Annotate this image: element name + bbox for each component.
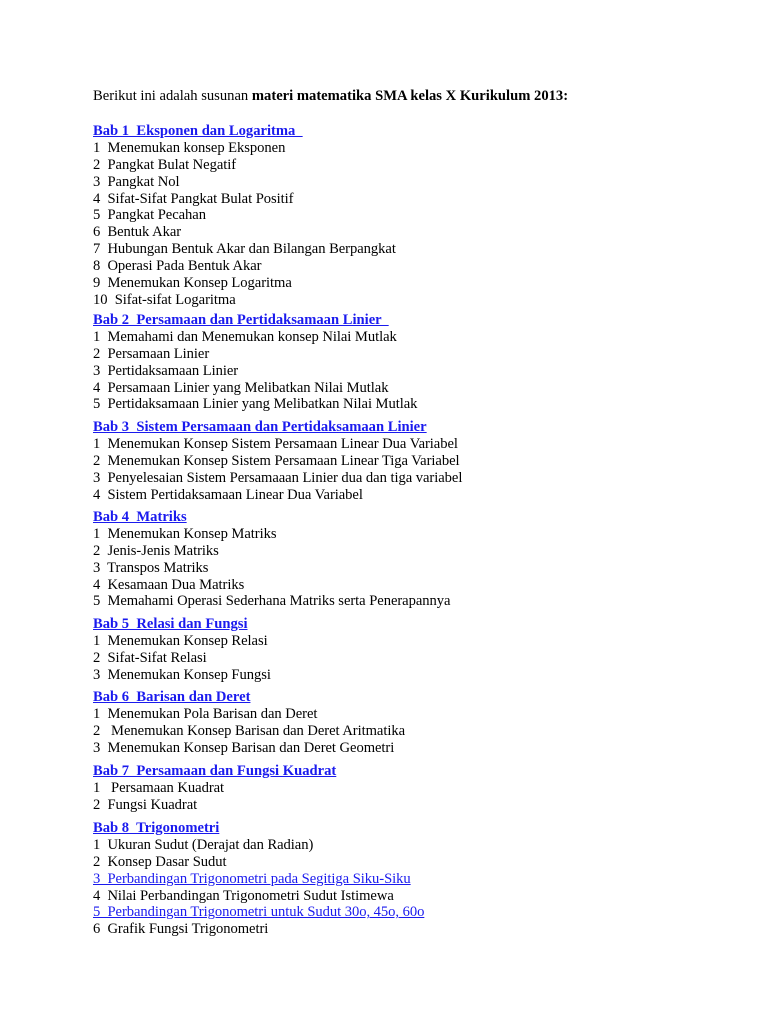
list-item: 4 Sifat-Sifat Pangkat Bulat Positif — [93, 190, 294, 207]
list-item: 1 Menemukan Pola Barisan dan Deret — [93, 706, 318, 722]
intro-emphasis: materi matematika SMA kelas X Kurikulum 2013: — [251, 88, 569, 104]
list-item: 3 Penyelesaian Sistem Persamaaan Linier dua dan tiga variabel — [93, 469, 463, 486]
chapter-title-link[interactable]: Bab 6 Barisan dan Deret — [93, 689, 251, 705]
chapter-8 — [93, 819, 753, 938]
list-item: 3 Transpos Matriks — [93, 559, 209, 576]
list-item: 1 Menemukan Konsep Sistem Persamaan Linear Dua Variabel — [93, 436, 458, 452]
list-item: 2 Persamaan Linier — [93, 345, 210, 362]
list-item: 3 Menemukan Konsep Fungsi — [93, 666, 271, 683]
list-item: 1 Menemukan Konsep Matriks — [93, 526, 277, 542]
list-item: 8 Operasi Pada Bentuk Akar — [93, 257, 262, 274]
list-item: 5 Pertidaksamaan Linier yang Melibatkan Nilai Mutlak — [93, 396, 418, 413]
list-item: 1 Menemukan Konsep Relasi — [93, 633, 268, 649]
list-item: 2 Sifat-Sifat Relasi — [93, 649, 207, 666]
chapter-4 — [93, 508, 753, 610]
list-item: 1 Ukuran Sudut (Derajat dan Radian) — [93, 837, 314, 853]
list-item: 4 Persamaan Linier yang Melibatkan Nilai Mutlak — [93, 379, 389, 396]
chapter-title-link[interactable]: Bab 8 Trigonometri — [93, 820, 220, 836]
list-item: 2 Menemukan Konsep Sistem Persamaan Linear Tiga Variabel — [93, 452, 460, 469]
chapter-title-link[interactable]: Bab 7 Persamaan dan Fungsi Kuadrat — [93, 763, 337, 779]
list-item: 9 Menemukan Konsep Logaritma — [93, 274, 292, 291]
list-item: 4 Kesamaan Dua Matriks — [93, 576, 245, 593]
chapter-2 — [93, 311, 753, 413]
list-item: 6 Grafik Fungsi Trigonometri — [93, 921, 269, 938]
list-item: 7 Hubungan Bentuk Akar dan Bilangan Berpangkat — [93, 241, 396, 258]
intro-text: Berikut ini adalah susunan — [93, 88, 252, 104]
list-item: 4 Nilai Perbandingan Trigonometri Sudut Istimewa — [93, 887, 394, 904]
list-item: 2 Pangkat Bulat Negatif — [93, 156, 237, 173]
chapter-title-link[interactable]: Bab 3 Sistem Persamaan dan Pertidaksamaan Linier — [93, 419, 427, 435]
list-item-link[interactable]: 3 Perbandingan Trigonometri pada Segitiga Siku-Siku — [93, 870, 411, 887]
chapter-title-link[interactable]: Bab 1 Eksponen dan Logaritma — [93, 123, 303, 139]
list-item: 3 Menemukan Konsep Barisan dan Deret Geometri — [93, 739, 395, 756]
list-item: 3 Pertidaksamaan Linier — [93, 362, 239, 379]
list-item-link[interactable]: 5 Perbandingan Trigonometri untuk Sudut 30o, 45o, 60o — [93, 904, 425, 921]
intro-paragraph — [93, 86, 568, 106]
chapter-7 — [93, 762, 753, 814]
chapter-title-link[interactable]: Bab 4 Matriks — [93, 509, 187, 525]
list-item: 1 Persamaan Kuadrat — [93, 780, 225, 796]
chapter-1 — [93, 122, 753, 308]
chapter-5 — [93, 615, 753, 684]
list-item: 1 Menemukan konsep Eksponen — [93, 140, 286, 156]
list-item: 6 Bentuk Akar — [93, 224, 182, 241]
list-item: 2 Menemukan Konsep Barisan dan Deret Aritmatika — [93, 722, 406, 739]
chapter-6 — [93, 688, 753, 757]
list-item: 2 Jenis-Jenis Matriks — [93, 542, 219, 559]
list-item: 5 Pangkat Pecahan — [93, 207, 206, 224]
chapter-3 — [93, 418, 753, 503]
list-item: 10 Sifat-sifat Logaritma — [93, 291, 236, 308]
chapter-title-link[interactable]: Bab 5 Relasi dan Fungsi — [93, 616, 248, 632]
chapter-title-link[interactable]: Bab 2 Persamaan dan Pertidaksamaan Linier — [93, 312, 389, 328]
list-item: 4 Sistem Pertidaksamaan Linear Dua Variabel — [93, 486, 363, 503]
list-item: 2 Konsep Dasar Sudut — [93, 853, 227, 870]
list-item: 5 Memahami Operasi Sederhana Matriks serta Penerapannya — [93, 593, 451, 610]
list-item: 1 Memahami dan Menemukan konsep Nilai Mutlak — [93, 329, 397, 345]
list-item: 3 Pangkat Nol — [93, 173, 180, 190]
list-item: 2 Fungsi Kuadrat — [93, 796, 198, 813]
